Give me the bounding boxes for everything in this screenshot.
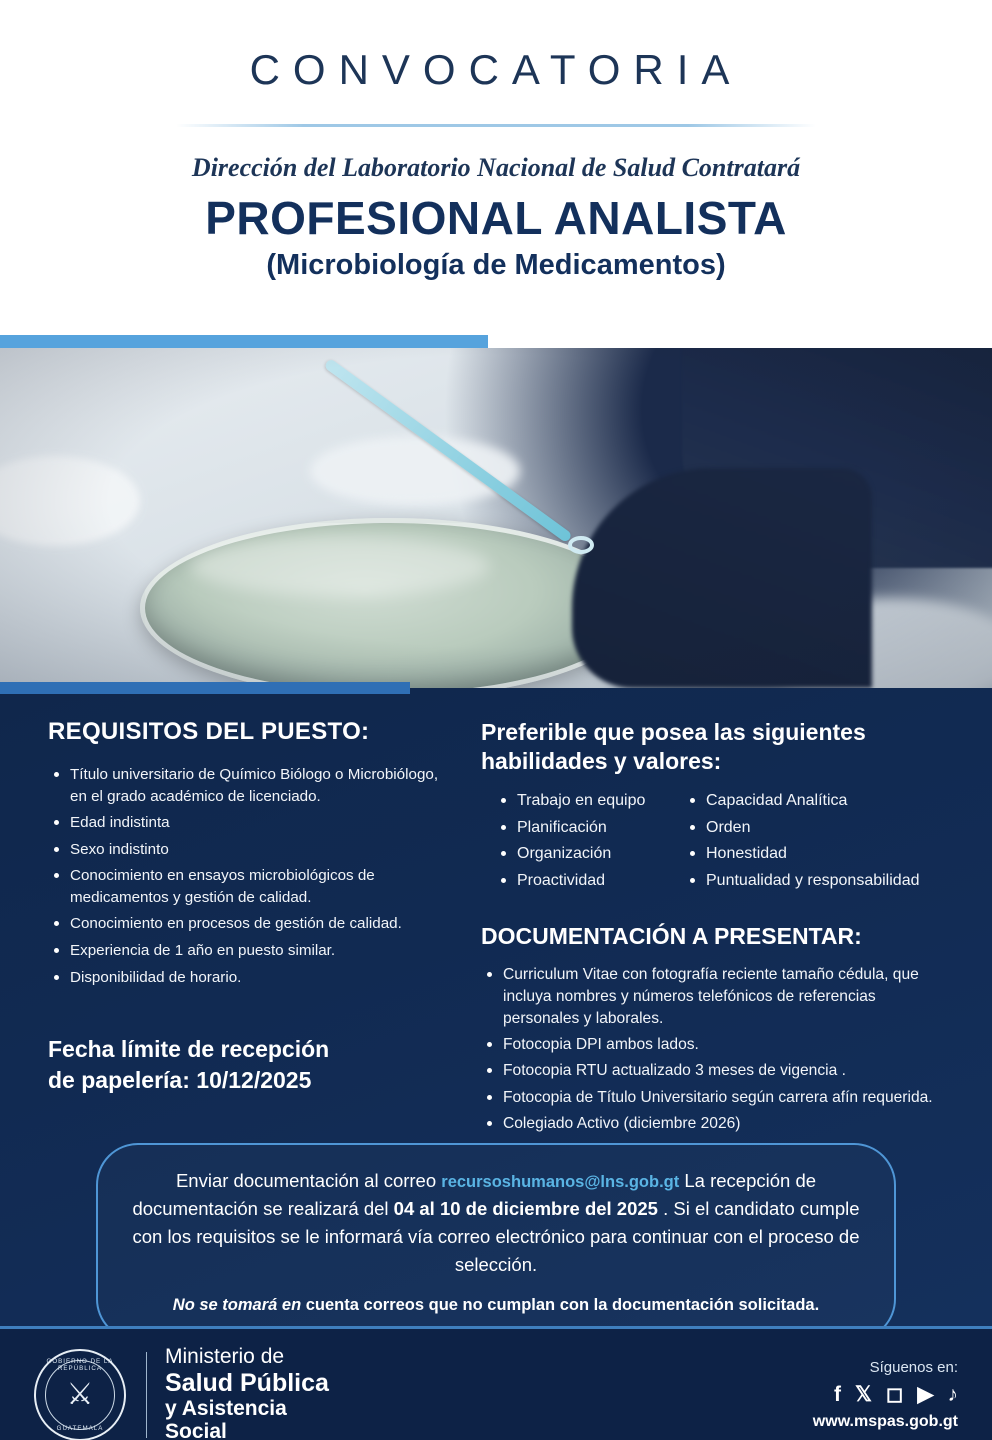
callout-warning-italic: No se tomará en bbox=[172, 1296, 302, 1315]
callout-text-2: La recepción de documentación se realizará del bbox=[132, 1170, 817, 1220]
youtube-icon[interactable]: ▶ bbox=[917, 1382, 934, 1406]
seal-bottom-text: GUATEMALA bbox=[56, 1424, 104, 1432]
list-item: Conocimiento en ensayos microbiológicos de medicamentos y gestión de calidad. bbox=[48, 865, 455, 908]
reception-dates: 04 al 10 de diciembre del 2025 bbox=[393, 1198, 658, 1220]
header-subtitle: Dirección del Laboratorio Nacional de Salud Contratará bbox=[191, 153, 801, 182]
requirements-heading: REQUISITOS DEL PUESTO: bbox=[48, 718, 370, 745]
requirements-column bbox=[48, 718, 471, 1139]
list-item: Experiencia de 1 año en puesto similar. bbox=[48, 940, 455, 962]
page-title: CONVOCATORIA bbox=[249, 46, 743, 93]
job-position-title: PROFESIONAL ANALISTA bbox=[205, 192, 787, 244]
instagram-icon[interactable]: ◻ bbox=[885, 1382, 904, 1406]
documentation-list bbox=[481, 964, 944, 1135]
ministry-line-3: y Asistencia bbox=[165, 1396, 287, 1420]
skills-heading bbox=[481, 718, 944, 776]
list-item: Disponibilidad de horario. bbox=[48, 967, 455, 989]
submission-callout bbox=[96, 1143, 896, 1341]
list-item: Título universitario de Químico Biólogo o Microbiólogo, en el grado académico de licenciado. bbox=[48, 764, 455, 807]
callout-text-3: . Si el candidato cumple con los requisitos se le informará vía correo electrónico para continuar con el proceso de selección. bbox=[132, 1198, 860, 1276]
callout-text-1: Enviar documentación al correo bbox=[175, 1170, 437, 1191]
skills-lists bbox=[495, 790, 944, 897]
laboratory-photo bbox=[0, 348, 992, 688]
documentation-heading: DOCUMENTACIÓN A PRESENTAR: bbox=[481, 922, 862, 949]
website-url[interactable]: www.mspas.gob.gt bbox=[812, 1412, 958, 1430]
poster-footer bbox=[0, 1326, 992, 1440]
quetzal-icon: ⚔ bbox=[66, 1377, 94, 1411]
accent-bar-segment bbox=[0, 335, 488, 348]
list-item: Proactividad bbox=[495, 870, 670, 893]
photo-vignette bbox=[0, 348, 992, 688]
list-item: Fotocopia RTU actualizado 3 meses de vigencia . bbox=[481, 1060, 944, 1082]
requirements-list bbox=[48, 764, 455, 988]
callout-warning bbox=[128, 1293, 864, 1318]
job-specialty: (Microbiología de Medicamentos) bbox=[266, 249, 726, 281]
seal-top-text: GOBIERNO DE LA REPÚBLICA bbox=[46, 1357, 114, 1372]
skills-documentation-column bbox=[471, 718, 944, 1139]
deadline-line-1: Fecha límite de recepción bbox=[48, 1036, 330, 1063]
x-twitter-icon[interactable]: 𝕏 bbox=[854, 1382, 872, 1406]
list-item: Conocimiento en procesos de gestión de calidad. bbox=[48, 913, 455, 935]
footer-divider bbox=[146, 1352, 147, 1438]
ministry-line-4: Social bbox=[165, 1420, 227, 1440]
ministry-line-1: Ministerio de bbox=[165, 1345, 285, 1369]
list-item: Puntualidad y responsabilidad bbox=[684, 870, 944, 893]
deadline-line-2: de papelería: 10/12/2025 bbox=[48, 1067, 312, 1094]
poster-body bbox=[0, 688, 992, 1326]
list-item: Capacidad Analítica bbox=[684, 790, 944, 813]
facebook-icon[interactable]: f bbox=[833, 1382, 841, 1406]
accent-bar bbox=[0, 335, 992, 348]
skills-list-column-2 bbox=[684, 790, 944, 897]
social-icons bbox=[813, 1384, 958, 1405]
title-divider bbox=[176, 124, 816, 127]
skills-heading-line-1: Preferible que posea las siguientes bbox=[481, 719, 866, 745]
list-item: Curriculum Vitae con fotografía reciente tamaño cédula, que incluya nombres y números telefónicos de referencias personales y laborales. bbox=[481, 964, 944, 1030]
tiktok-icon[interactable]: ♪ bbox=[947, 1382, 958, 1406]
ministry-logo-text bbox=[165, 1345, 329, 1440]
callout-warning-rest: cuenta correos que no cumplan con la documentación solicitada. bbox=[305, 1296, 820, 1315]
list-item: Organización bbox=[495, 843, 670, 866]
deadline-block bbox=[48, 1034, 455, 1096]
body-columns bbox=[0, 718, 992, 1139]
follow-label: Síguenos en: bbox=[869, 1358, 958, 1376]
contact-email[interactable]: recursoshumanos@lns.gob.gt bbox=[441, 1173, 680, 1191]
list-item: Fotocopia de Título Universitario según carrera afín requerida. bbox=[481, 1087, 944, 1109]
government-seal-icon bbox=[34, 1349, 126, 1440]
social-block bbox=[813, 1359, 958, 1431]
skills-heading-line-2: habilidades y valores: bbox=[481, 747, 722, 774]
list-item: Trabajo en equipo bbox=[495, 790, 670, 813]
ministry-line-2: Salud Pública bbox=[165, 1368, 329, 1397]
list-item: Edad indistinta bbox=[48, 812, 455, 834]
list-item: Colegiado Activo (diciembre 2026) bbox=[481, 1113, 944, 1135]
skills-list-column-1 bbox=[495, 790, 670, 897]
list-item: Orden bbox=[684, 817, 944, 840]
list-item: Fotocopia DPI ambos lados. bbox=[481, 1034, 944, 1056]
list-item: Honestidad bbox=[684, 843, 944, 866]
callout-paragraph bbox=[128, 1167, 864, 1279]
poster-header bbox=[0, 0, 992, 335]
list-item: Sexo indistinto bbox=[48, 839, 455, 861]
list-item: Planificación bbox=[495, 817, 670, 840]
